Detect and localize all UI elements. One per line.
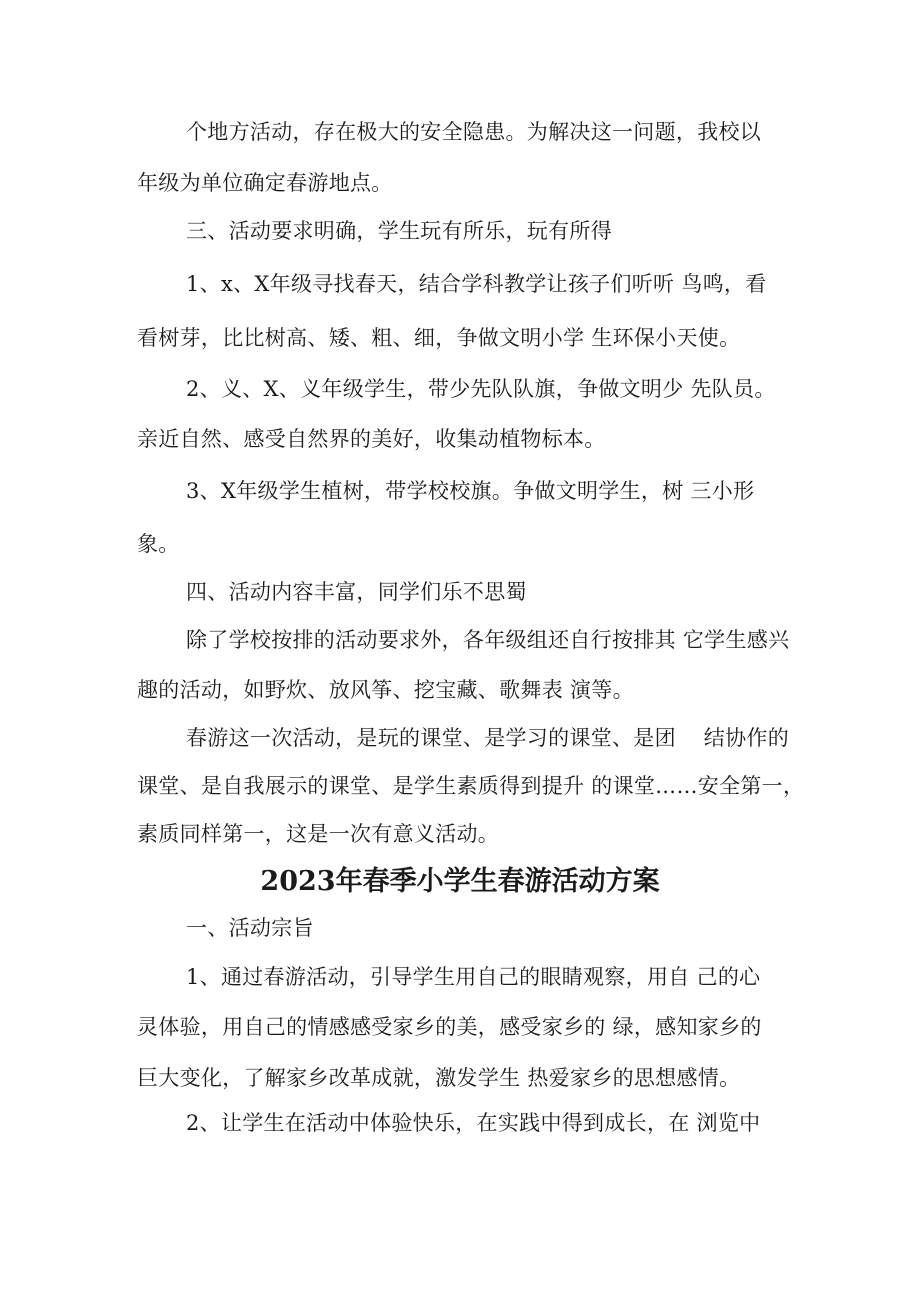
- paragraph-line: 巨大变化，了解家乡改革成就，激发学生 热爱家乡的思想感情。: [137, 1066, 741, 1090]
- paragraph-line: 课堂、是自我展示的课堂、是学生素质得到提升 的课堂……安全第一，: [137, 774, 805, 798]
- paragraph-line: 2、让学生在活动中体验快乐，在实践中得到成长，在 浏览中: [186, 1111, 761, 1135]
- section-heading: 一、活动宗旨: [186, 916, 314, 940]
- section-heading: 三、活动要求明确，学生玩有所乐，玩有所得: [186, 219, 612, 243]
- paragraph-line: 年级为单位确定春游地点。: [137, 171, 393, 195]
- paragraph-line: 春游这一次活动，是玩的课堂、是学习的课堂、是团 结协作的: [186, 726, 789, 750]
- paragraph-line: 2、义、X、义年级学生，带少先队队旗，争做文明少 先队员。: [186, 377, 776, 401]
- paragraph-line: 灵体验，用自己的情感感受家乡的美，感受家乡的 绿，感知家乡的: [137, 1015, 762, 1039]
- paragraph-line: 除了学校按排的活动要求外，各年级组还自行按排其 它学生感兴: [186, 628, 790, 652]
- paragraph-line: 看树芽，比比树高、矮、粗、细，争做文明小学 生环保小天使。: [137, 326, 741, 350]
- paragraph-line: 象。: [137, 532, 180, 556]
- paragraph-line: 个地方活动，存在极大的安全隐患。为解决这一问题，我校以: [186, 120, 762, 144]
- paragraph-line: 1、x、X年级寻找春天，结合学科教学让孩子们听听 鸟鸣，看: [186, 272, 767, 296]
- paragraph-line: 素质同样第一，这是一次有意义活动。: [137, 822, 500, 846]
- paragraph-line: 亲近自然、感受自然界的美好，收集动植物标本。: [137, 427, 606, 451]
- document-title: 2023年春季小学生春游活动方案: [260, 866, 660, 897]
- paragraph-line: 趣的活动，如野炊、放风筝、挖宝藏、歌舞表 演等。: [137, 678, 634, 702]
- section-heading: 四、活动内容丰富，同学们乐不思蜀: [186, 580, 527, 604]
- paragraph-line: 1、通过春游活动，引导学生用自己的眼睛观察，用自 己的心: [186, 965, 761, 989]
- paragraph-line: 3、X年级学生植树，带学校校旗。争做文明学生，树 三小形: [186, 479, 755, 503]
